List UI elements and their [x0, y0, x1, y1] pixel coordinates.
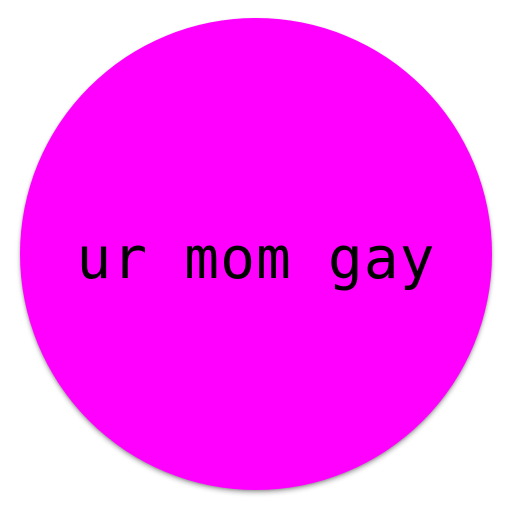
- icon-caption: ur mom gay: [76, 224, 436, 292]
- app-icon[interactable]: [20, 18, 492, 490]
